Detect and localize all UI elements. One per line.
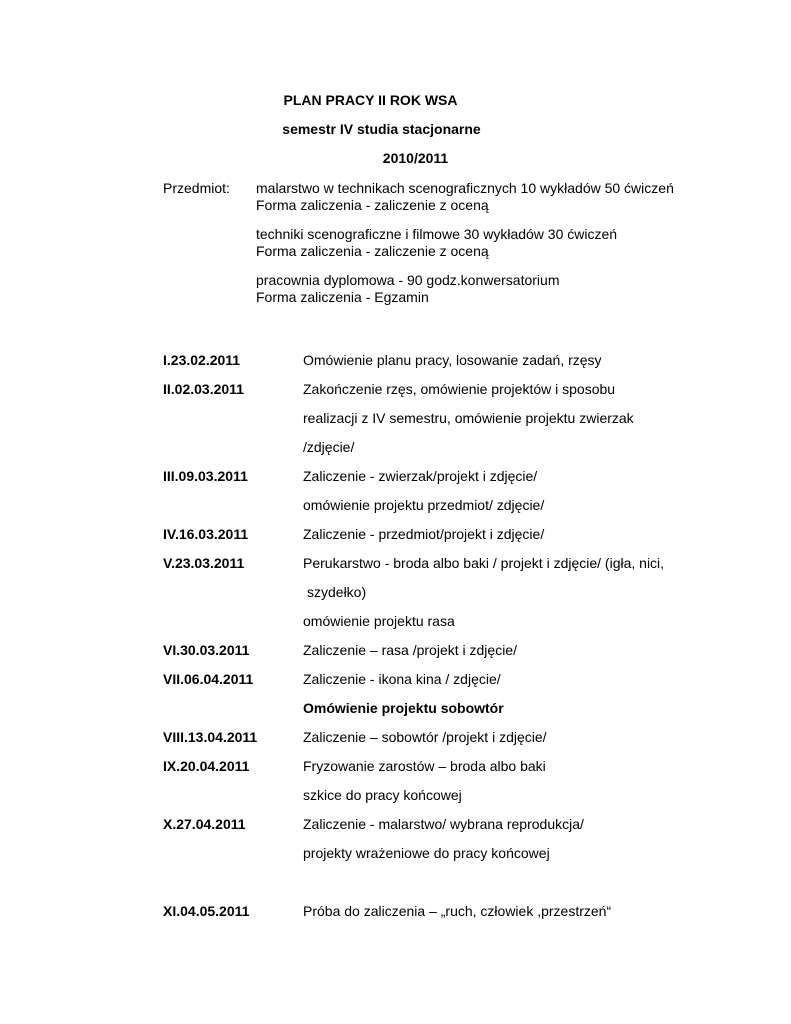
- entry-line: Omówienie planu pracy, losowanie zadań, rzęsy: [303, 352, 602, 368]
- entry-line-emphasis: Omówienie projektu sobowtór: [303, 700, 504, 716]
- entry-line: Zaliczenie - zwierzak/projekt i zdjęcie/: [303, 468, 538, 484]
- schedule-entry: [163, 520, 763, 549]
- document-title: PLAN PRACY II ROK WSA: [283, 92, 458, 108]
- subject-name: malarstwo w technikach scenograficznych 10 wykładów 50 ćwiczeń: [256, 180, 674, 196]
- entry-date: I.23.02.2011: [163, 352, 241, 368]
- schedule-entry: [163, 549, 763, 636]
- entry-date: VII.06.04.2011: [163, 671, 254, 687]
- subject-form: Forma zaliczenia - zaliczenie z oceną: [256, 197, 489, 213]
- schedule-entry: [163, 636, 763, 665]
- document-subtitle: semestr IV studia stacjonarne: [282, 121, 481, 137]
- entry-description: [303, 723, 763, 752]
- schedule-entry: [163, 462, 763, 520]
- entry-line: Zakończenie rzęs, omówienie projektów i sposobu: [303, 381, 616, 397]
- entry-line: szkice do pracy końcowej: [303, 787, 462, 803]
- entry-description: [303, 752, 763, 810]
- subject-item: [256, 180, 776, 214]
- entry-description: [303, 810, 763, 868]
- schedule-entry: [163, 375, 763, 462]
- entry-description: [303, 636, 763, 665]
- academic-year: 2010/2011: [382, 150, 449, 166]
- subject-form: Forma zaliczenia - zaliczenie z oceną: [256, 243, 489, 259]
- entry-date: VI.30.03.2011: [163, 642, 250, 658]
- entry-line: Zaliczenie - malarstwo/ wybrana reprodukcja/: [303, 816, 584, 832]
- entry-description: [303, 375, 763, 462]
- subjects-label: Przedmiot:: [163, 180, 230, 196]
- entry-line: Zaliczenie - przedmiot/projekt i zdjęcie/: [303, 526, 545, 542]
- entry-date: IV.16.03.2011: [163, 526, 249, 542]
- entry-line: Próba do zaliczenia – „ruch, człowiek ,przestrzeń“: [303, 903, 612, 919]
- subject-form: Forma zaliczenia - Egzamin: [256, 289, 429, 305]
- subject-item: [256, 226, 776, 260]
- entry-description: [303, 346, 763, 375]
- schedule-entry: [163, 897, 763, 926]
- subject-item: [256, 272, 776, 306]
- subjects-list: [256, 180, 776, 318]
- schedule-entry: [163, 346, 763, 375]
- entry-line: /zdjęcie/: [303, 439, 355, 455]
- schedule-entry: [163, 752, 763, 810]
- entry-line: Zaliczenie – rasa /projekt i zdjęcie/: [303, 642, 517, 658]
- entry-date: X.27.04.2011: [163, 816, 246, 832]
- schedule-entry: [163, 665, 763, 723]
- entry-line: Zaliczenie – sobowtór /projekt i zdjęcie/: [303, 729, 547, 745]
- entry-description: [303, 462, 763, 520]
- entry-line: omówienie projektu przedmiot/ zdjęcie/: [303, 497, 545, 513]
- entry-description: [303, 520, 763, 549]
- entry-line: omówienie projektu rasa: [303, 613, 455, 629]
- entry-date: XI.04.05.2011: [163, 903, 250, 919]
- schedule-entry: [163, 810, 763, 868]
- subject-name: pracownia dyplomowa - 90 godz.konwersatorium: [256, 272, 560, 288]
- entry-date: V.23.03.2011: [163, 555, 245, 571]
- entry-description: [303, 549, 763, 636]
- entry-date: III.09.03.2011: [163, 468, 248, 484]
- entry-line: Perukarstwo - broda albo baki / projekt i zdjęcie/ (igła, nici,: [303, 555, 665, 571]
- entry-line: projekty wrażeniowe do pracy końcowej: [303, 845, 550, 861]
- entry-description: [303, 897, 763, 926]
- entry-date: VIII.13.04.2011: [163, 729, 258, 745]
- entry-line: Fryzowanie zarostów – broda albo baki: [303, 758, 546, 774]
- entry-date: II.02.03.2011: [163, 381, 244, 397]
- schedule-list: [163, 346, 763, 926]
- entry-line: realizacji z IV semestru, omówienie projektu zwierzak: [303, 410, 634, 426]
- entry-line: Zaliczenie - ikona kina / zdjęcie/: [303, 671, 501, 687]
- schedule-entry: [163, 723, 763, 752]
- entry-date: IX.20.04.2011: [163, 758, 250, 774]
- entry-description: [303, 665, 763, 723]
- subject-name: techniki scenograficzne i filmowe 30 wykładów 30 ćwiczeń: [256, 226, 618, 242]
- entry-line: szydełko): [307, 584, 367, 600]
